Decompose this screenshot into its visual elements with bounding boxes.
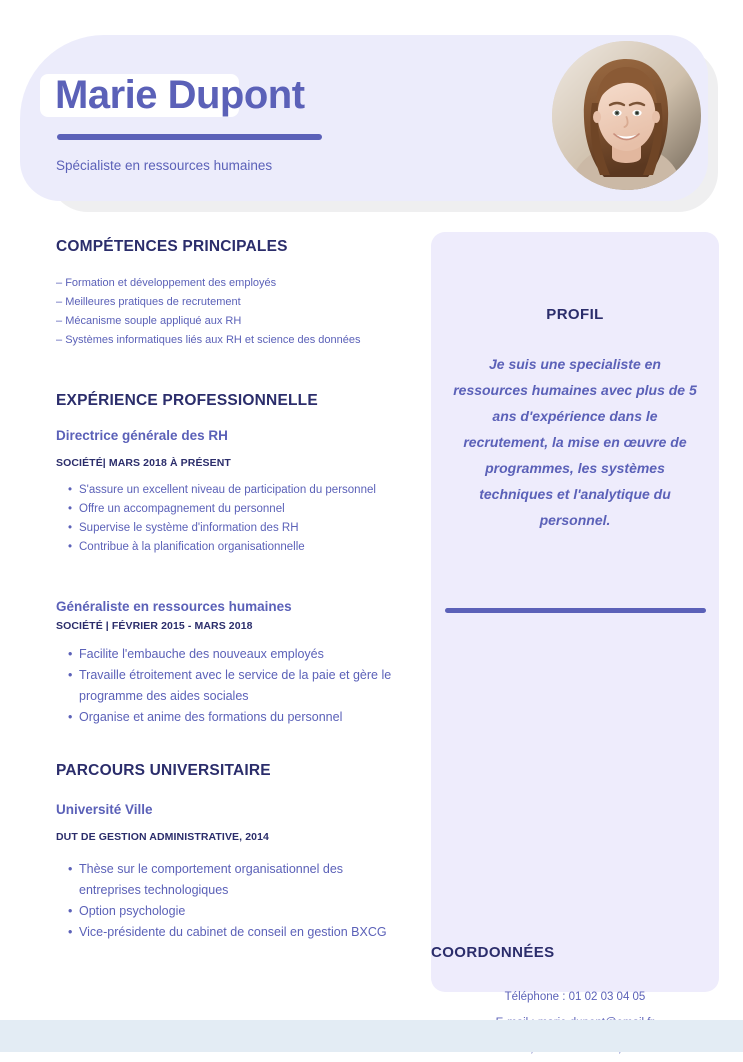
school-name: Université Ville (56, 802, 153, 817)
list-item: – Meilleures pratiques de recrutement (56, 293, 401, 312)
list-item: • Organise et anime des formations du personnel (68, 707, 401, 728)
experience-entry-1 (56, 428, 401, 557)
list-item: • Thèse sur le comportement organisationnel des entreprises technologiques (68, 859, 401, 901)
job-role: Généraliste en ressources humaines (56, 599, 292, 614)
education-heading: PARCOURS UNIVERSITAIRE (56, 762, 271, 779)
list-item: • Offre un accompagnement du personnel (68, 500, 401, 519)
contact-heading: COORDONNÉES (431, 944, 555, 961)
job-role: Directrice générale des RH (56, 428, 228, 443)
degree-label: DUT DE GESTION ADMINISTRATIVE, 2014 (56, 831, 269, 843)
spacer (56, 350, 401, 392)
name-underline-rule (57, 134, 322, 140)
sidebar-profile-block (431, 232, 719, 533)
avatar (552, 41, 701, 190)
profile-text: Je suis une specialiste en ressources humaines avec plus de 5 ans d'expérience dans le recrutement, la mise en œuvre de programmes, les systèmes techniques et l'analytique du personnel. (453, 356, 697, 528)
list-item: • Facilite l'embauche des nouveaux employés (68, 644, 401, 665)
job-company-dates: SOCIÉTÉ | FÉVRIER 2015 - MARS 2018 (56, 620, 253, 632)
job-bullets (56, 644, 401, 728)
list-item: – Mécanisme souple appliqué aux RH (56, 312, 401, 331)
section-skills (56, 238, 401, 350)
spacer (56, 557, 401, 599)
experience-heading: EXPÉRIENCE PROFESSIONNELLE (56, 392, 318, 409)
job-bullets (56, 481, 401, 557)
spacer (56, 728, 401, 762)
portrait-photo-icon (552, 41, 701, 190)
job-subtitle: Spécialiste en ressources humaines (56, 158, 273, 173)
profile-heading: PROFIL (546, 306, 604, 323)
section-experience (56, 392, 401, 728)
contact-phone: Téléphone : 01 02 03 04 05 (504, 991, 646, 1003)
list-item: – Formation et développement des employés (56, 274, 401, 293)
list-item: • S'assure un excellent niveau de participation du personnel (68, 481, 401, 500)
skills-heading: COMPÉTENCES PRINCIPALES (56, 238, 288, 255)
job-company-dates: SOCIÉTÉ| MARS 2018 À PRÉSENT (56, 457, 231, 469)
list-item: • Option psychologie (68, 901, 401, 922)
experience-entry-2 (56, 599, 401, 728)
education-bullets (56, 859, 401, 943)
sidebar-divider-rule (445, 608, 706, 613)
bottom-decorative-band (0, 1020, 743, 1052)
main-content-column (56, 238, 401, 943)
list-item: • Vice-présidente du cabinet de conseil en gestion BXCG (68, 922, 401, 943)
list-item: • Contribue à la planification organisationnelle (68, 538, 401, 557)
page-title: Marie Dupont (55, 73, 305, 117)
list-item: • Travaille étroitement avec le service de la paie et gère le programme des aides sociales (68, 665, 401, 707)
list-item: • Supervise le système d'information des RH (68, 519, 401, 538)
skills-list (56, 274, 401, 350)
section-education (56, 762, 401, 943)
list-item: – Systèmes informatiques liés aux RH et science des données (56, 331, 401, 350)
